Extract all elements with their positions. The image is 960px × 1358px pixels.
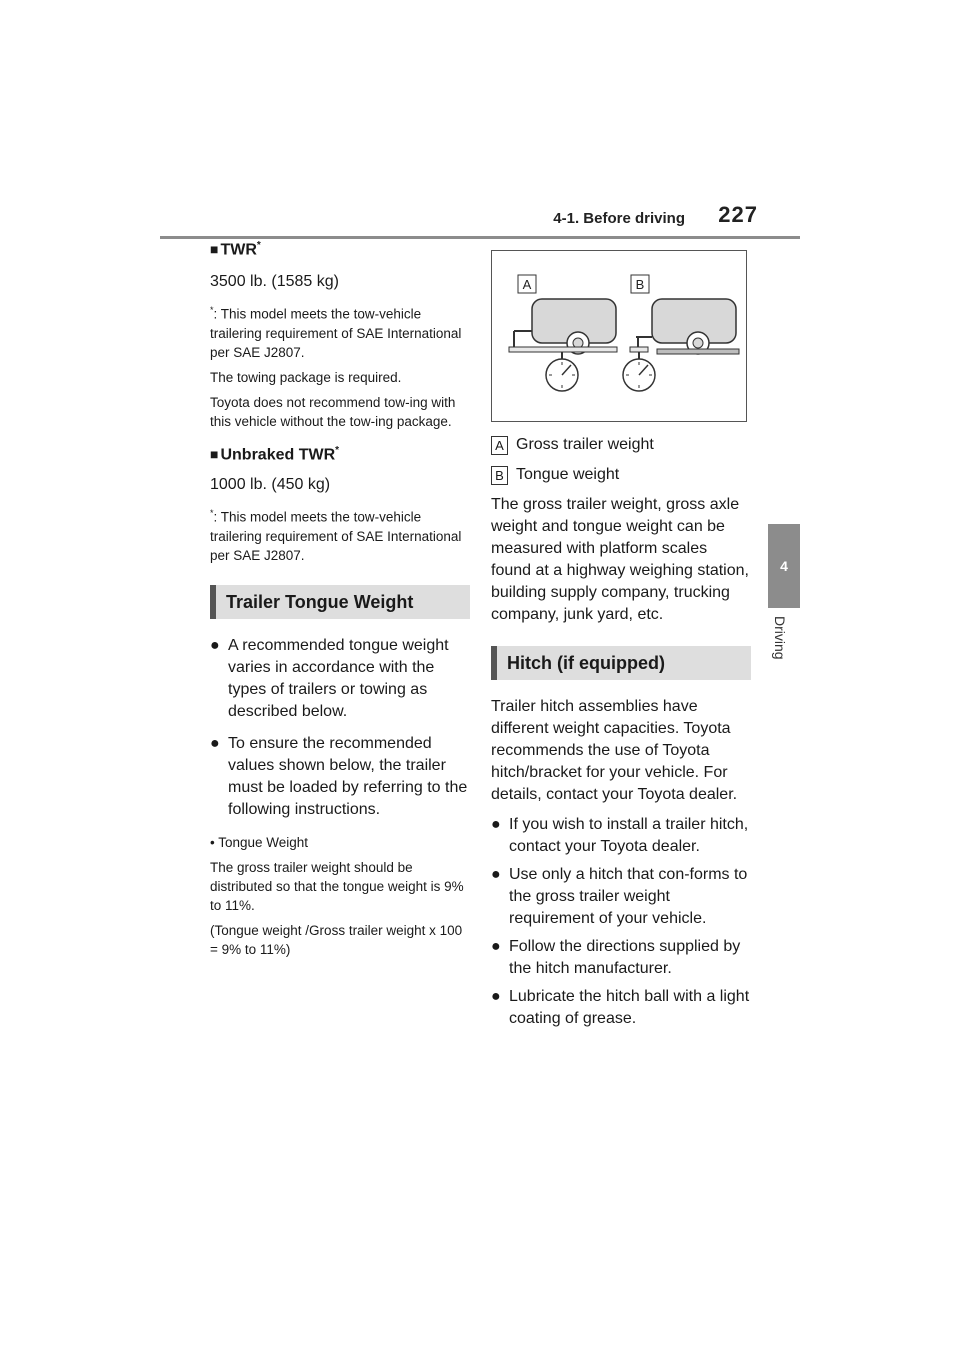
legend-key-a: A [491, 436, 508, 455]
legend-key-b: B [491, 466, 508, 485]
right-column [491, 250, 751, 1030]
twr-heading: ■ TWR* [210, 240, 261, 259]
distribution-note: The gross trailer weight should be distributed so that the tongue weight is 9% to 11%. [210, 859, 464, 913]
list-item: ● Lubricate the hitch ball with a light coating of grease. [491, 988, 750, 1027]
black-square-icon: ■ [210, 241, 219, 258]
black-circle-icon: ● [210, 734, 220, 752]
trailer-scale-illustration [492, 251, 746, 421]
twr-value: 3500 lb. (1585 kg) [210, 273, 339, 291]
chapter-label: Driving [772, 616, 788, 660]
black-circle-icon: ● [210, 636, 220, 654]
tongue-weight-section-title: Trailer Tongue Weight [210, 585, 470, 619]
left-column [210, 240, 470, 959]
list-item: ● To ensure the recommended values shown below, the trailer must be loaded by referring to the following instructions. [210, 734, 468, 818]
sub-bullet: • Tongue Weight [210, 834, 309, 850]
page-number: 227 [718, 202, 758, 227]
list-item: ● Use only a hitch that con-forms to the gross trailer weight requirement of your vehicle. [491, 866, 748, 927]
section-title: 4-1. Before driving [553, 210, 685, 227]
unbraked-footnote: *: This model meets the tow-vehicle trailering requirement of SAE International per SAE J2807. [210, 508, 462, 563]
hitch-text: Trailer hitch assemblies have different weight capacities. Toyota recommends the use of Toyota hitch/bracket for your vehicle. For details, contact your Toyota dealer. [491, 698, 738, 803]
towing-required-note: The towing package is required. [210, 369, 402, 385]
black-circle-icon: ● [491, 866, 501, 883]
unbraked-heading: ■ Unbraked TWR* [210, 444, 340, 464]
page-header [160, 200, 800, 239]
chapter-tab: 4 [768, 524, 800, 608]
figure-label-a: A [522, 277, 532, 292]
twr-footnote: *: This model meets the tow-vehicle trailering requirement of SAE International per SAE J2807. [210, 305, 462, 360]
list-item: ● If you wish to install a trailer hitch, contact your Toyota dealer. [491, 816, 749, 855]
measure-text: The gross trailer weight, gross axle weight and tongue weight can be measured with platform scales found at a highway weighing station, building supply company, trucking company, junk yard, etc. [491, 496, 749, 623]
hitch-section-title: Hitch (if equipped) [491, 646, 751, 680]
list-item: ● Follow the directions supplied by the hitch manufacturer. [491, 938, 741, 977]
black-circle-icon: ● [491, 988, 501, 1005]
recommend-note: Toyota does not recommend tow-ing with this vehicle without the tow-ing package. [210, 394, 456, 429]
formula-note: (Tongue weight /Gross trailer weight x 100 = 9% to 11%) [210, 922, 463, 957]
legend-item-b: B Tongue weight [491, 464, 751, 486]
trailer-a-icon [509, 299, 617, 391]
trailer-weight-figure [491, 250, 747, 422]
figure-label-b: B [635, 277, 645, 292]
list-item: ● A recommended tongue weight varies in accordance with the types of trailers or towing as described below. [210, 636, 449, 720]
black-circle-icon: ● [491, 938, 501, 955]
unbraked-value: 1000 lb. (450 kg) [210, 476, 331, 494]
black-circle-icon: ● [491, 816, 501, 833]
black-square-icon: ■ [210, 446, 219, 463]
legend-item-a: A Gross trailer weight [491, 434, 751, 456]
trailer-b-icon [623, 299, 739, 391]
